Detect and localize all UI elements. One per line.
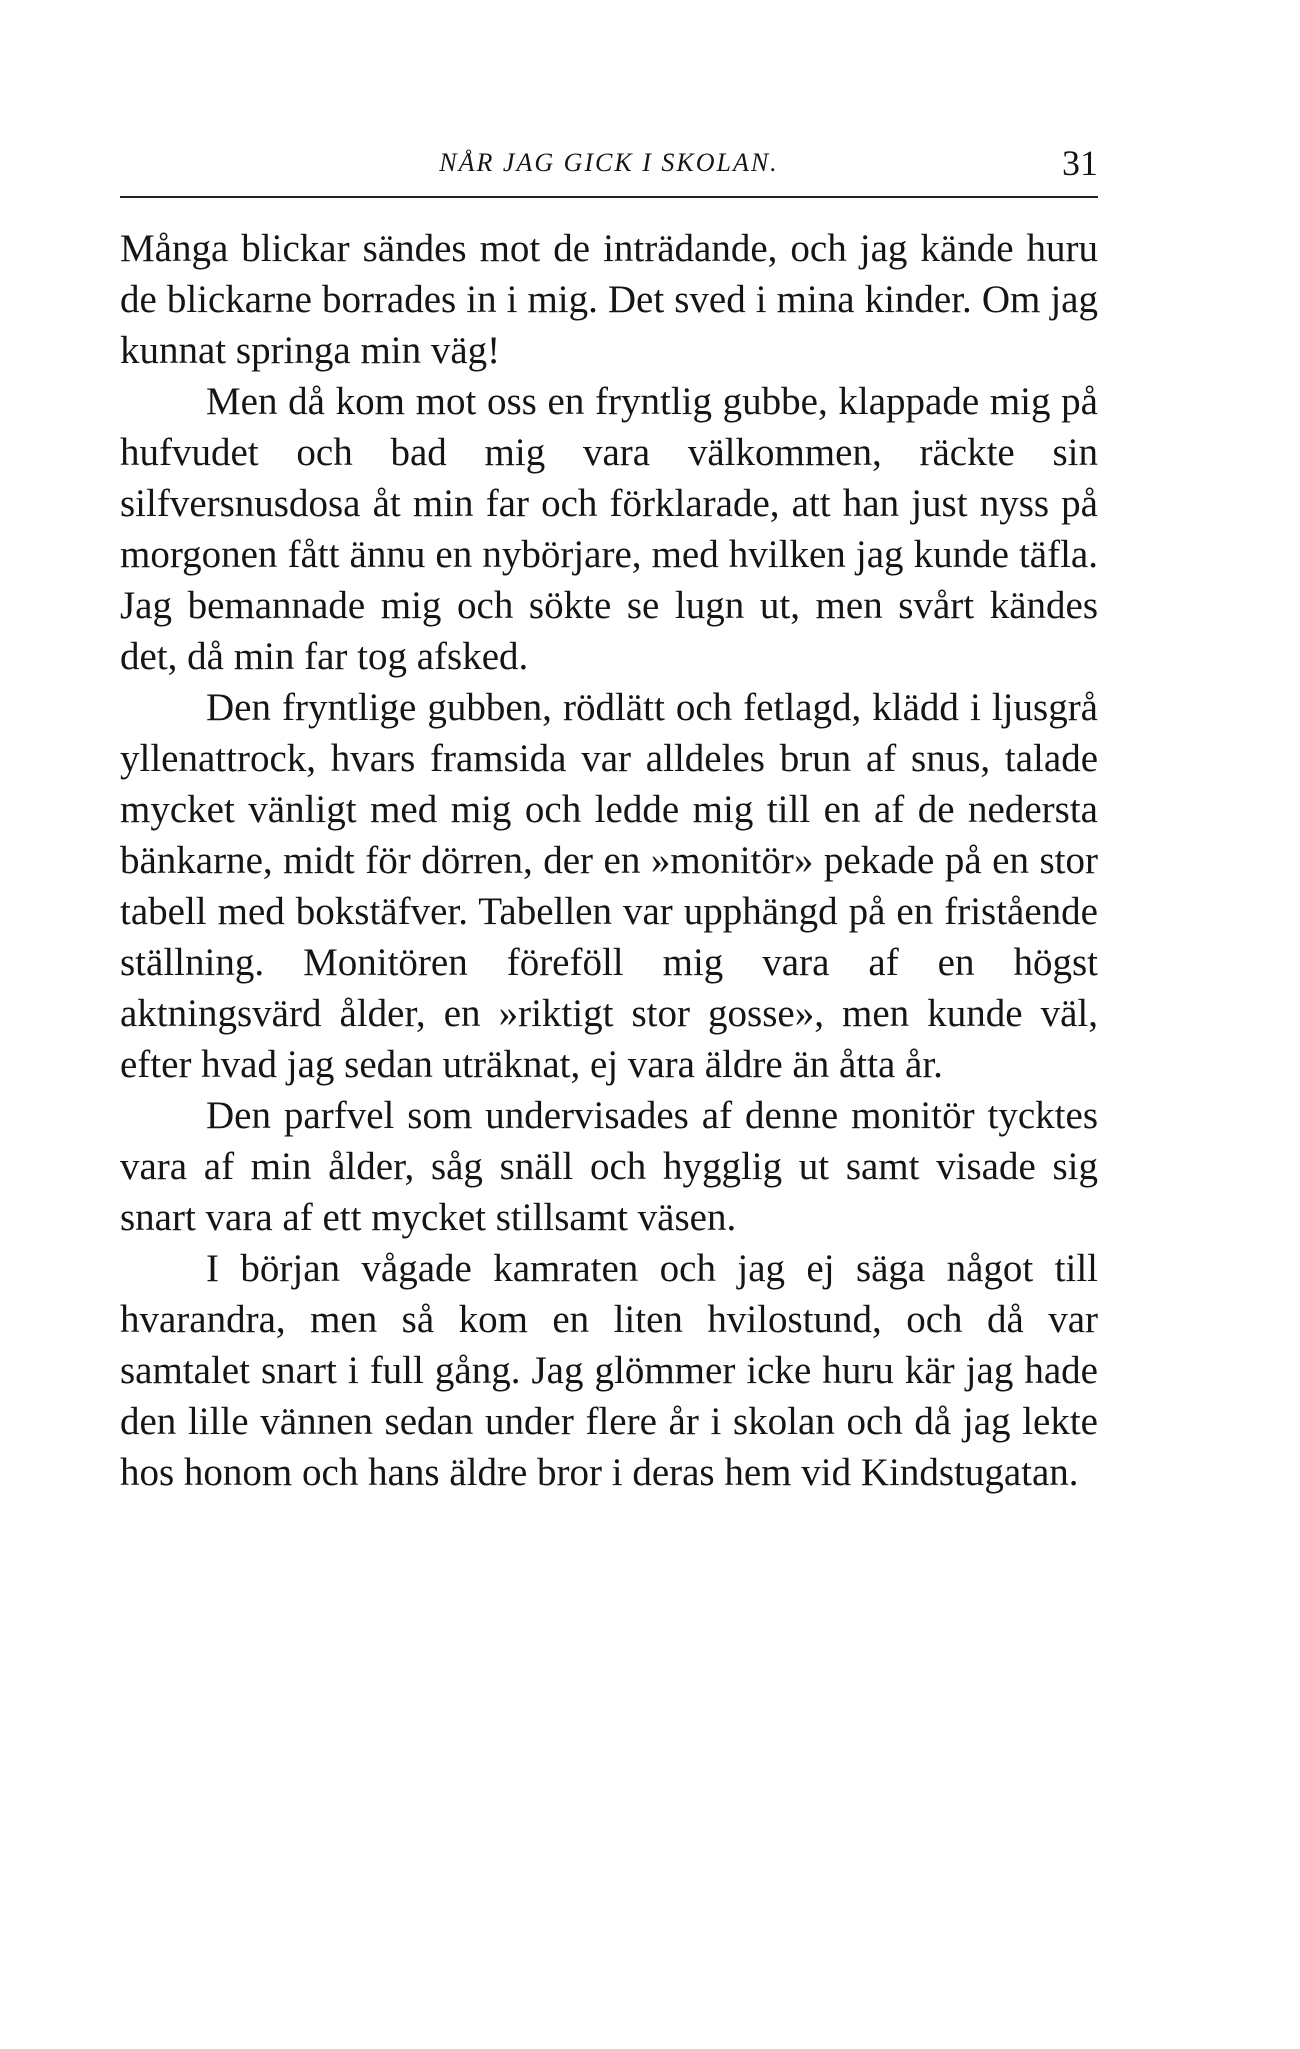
paragraph-3: Den fryntlige gubben, rödlätt och fetlagd, klädd i ljusgrå yllenattrock, hvars framsida var alldeles brun af snus, talade mycket vänligt med mig och ledde mig till en af de nedersta bänkarne, midt för dörren, der en »monitör» pekade på en stor tabell med bokstäfver. Tabellen var upphängd på en fristående ställning. Monitören föreföll mig vara af en högst aktningsvärd ålder, en »riktigt stor gosse», men kunde väl, efter hvad jag sedan uträknat, ej vara äldre än åtta år. <box>120 686 1098 1086</box>
running-title: NÅR JAG GICK I SKOLAN. <box>439 148 779 177</box>
body-text <box>120 223 1098 1498</box>
paragraph-5: I början vågade kamraten och jag ej säga något till hvarandra, men så kom en liten hvilostund, och då var samtalet snart i full gång. Jag glömmer icke huru kär jag hade den lille vännen sedan under flere år i skolan och då jag lekte hos honom och hans äldre bror i deras hem vid Kindstugatan. <box>120 1247 1098 1494</box>
header-rule <box>120 196 1098 198</box>
running-header <box>120 143 1098 194</box>
paragraph-4: Den parfvel som undervisades af denne monitör tycktes vara af min ålder, såg snäll och hygglig ut samt visade sig snart vara af ett mycket stillsamt väsen. <box>120 1094 1098 1239</box>
page-number: 31 <box>1062 143 1098 183</box>
paragraph-1: Många blickar sändes mot de inträdande, och jag kände huru de blickarne borrades in i mig. Det sved i mina kinder. Om jag kunnat springa min väg! <box>120 227 1098 372</box>
paragraph-2: Men då kom mot oss en fryntlig gubbe, klappade mig på hufvudet och bad mig vara välkommen, räckte sin silfversnusdosa åt min far och förklarade, att han just nyss på morgonen fått ännu en nybörjare, med hvilken jag kunde täfla. Jag bemannade mig och sökte se lugn ut, men svårt kändes det, då min far tog afsked. <box>120 380 1098 678</box>
